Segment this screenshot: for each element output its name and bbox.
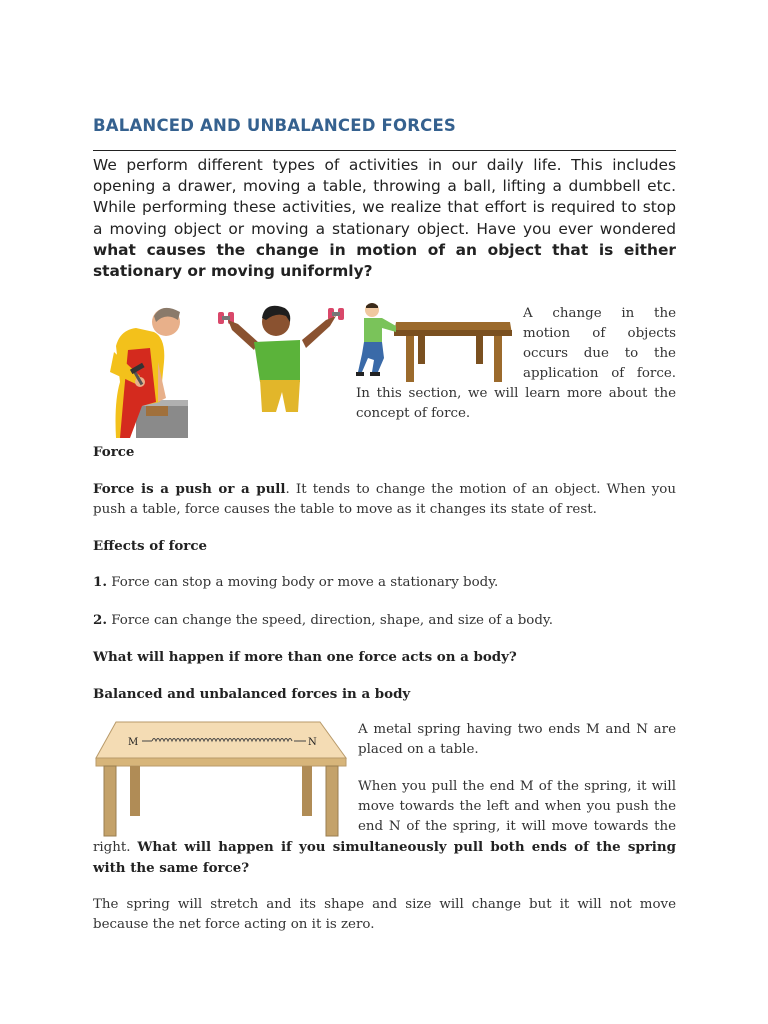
carpenter-hammering-icon (106, 302, 190, 440)
intro-paragraph (93, 155, 676, 282)
effect-number: 1. (93, 574, 107, 590)
effect-number: 2. (93, 612, 107, 628)
force-text: . It tends to change the motion of an object. When you push a table, force causes the table to move as it changes its state of rest. (93, 482, 676, 517)
spring-question: What will happen if you simultaneously pull both ends of the spring with the same force? (93, 839, 676, 876)
page-title: BALANCED AND UNBALANCED FORCES (93, 116, 457, 135)
conclusion-paragraph: The spring will stretch and its shape and size will change but it will not move because the net force acting on it is zero. (93, 897, 676, 932)
title-underline (93, 150, 676, 151)
question-heading: What will happen if more than one force acts on a body? (93, 649, 517, 665)
intro-question: what causes the change in motion of an object that is either stationary or moving uniformly? (93, 240, 676, 281)
image-float-spacer (356, 304, 523, 382)
spring-paragraph-1: A metal spring having two ends M and N are placed on a table. (358, 722, 676, 757)
spring-paragraph-2-wrap (93, 777, 676, 879)
effect-text: Force can change the speed, direction, shape, and size of a body. (106, 613, 553, 628)
spring-end-n: N (308, 737, 317, 748)
change-paragraph: A change in the motion of objects occurs due to the application of force. In this section, we will learn more about the concept of force. (356, 306, 676, 421)
boy-lifting-dumbbells-icon (216, 302, 348, 414)
effect-text: Force can stop a moving body or move a stationary body. (106, 575, 499, 590)
image-float-spacer (93, 777, 358, 835)
force-definition: Force is a push or a pull (93, 481, 286, 497)
balanced-heading: Balanced and unbalanced forces in a body (93, 686, 411, 702)
force-heading: Force (93, 444, 135, 460)
force-paragraph (93, 479, 676, 520)
spring-text: When you pull the end M of the spring, it will move towards the left and when you push the end N of the spring, it will move towards the right. (93, 779, 676, 855)
intro-text: We perform different types of activities in our daily life. This includes opening a drawer, moving a table, throwing a ball, lifting a dumbbell etc. While performing these activities, we realize that effort is required to stop a moving object or moving a stationary object. Have you ever wondered (93, 156, 676, 238)
spring-end-m: M (128, 737, 139, 748)
effect-item-2 (93, 610, 676, 631)
effect-item-1 (93, 572, 676, 593)
change-paragraph-wrap (356, 304, 676, 424)
effects-heading: Effects of force (93, 538, 208, 554)
